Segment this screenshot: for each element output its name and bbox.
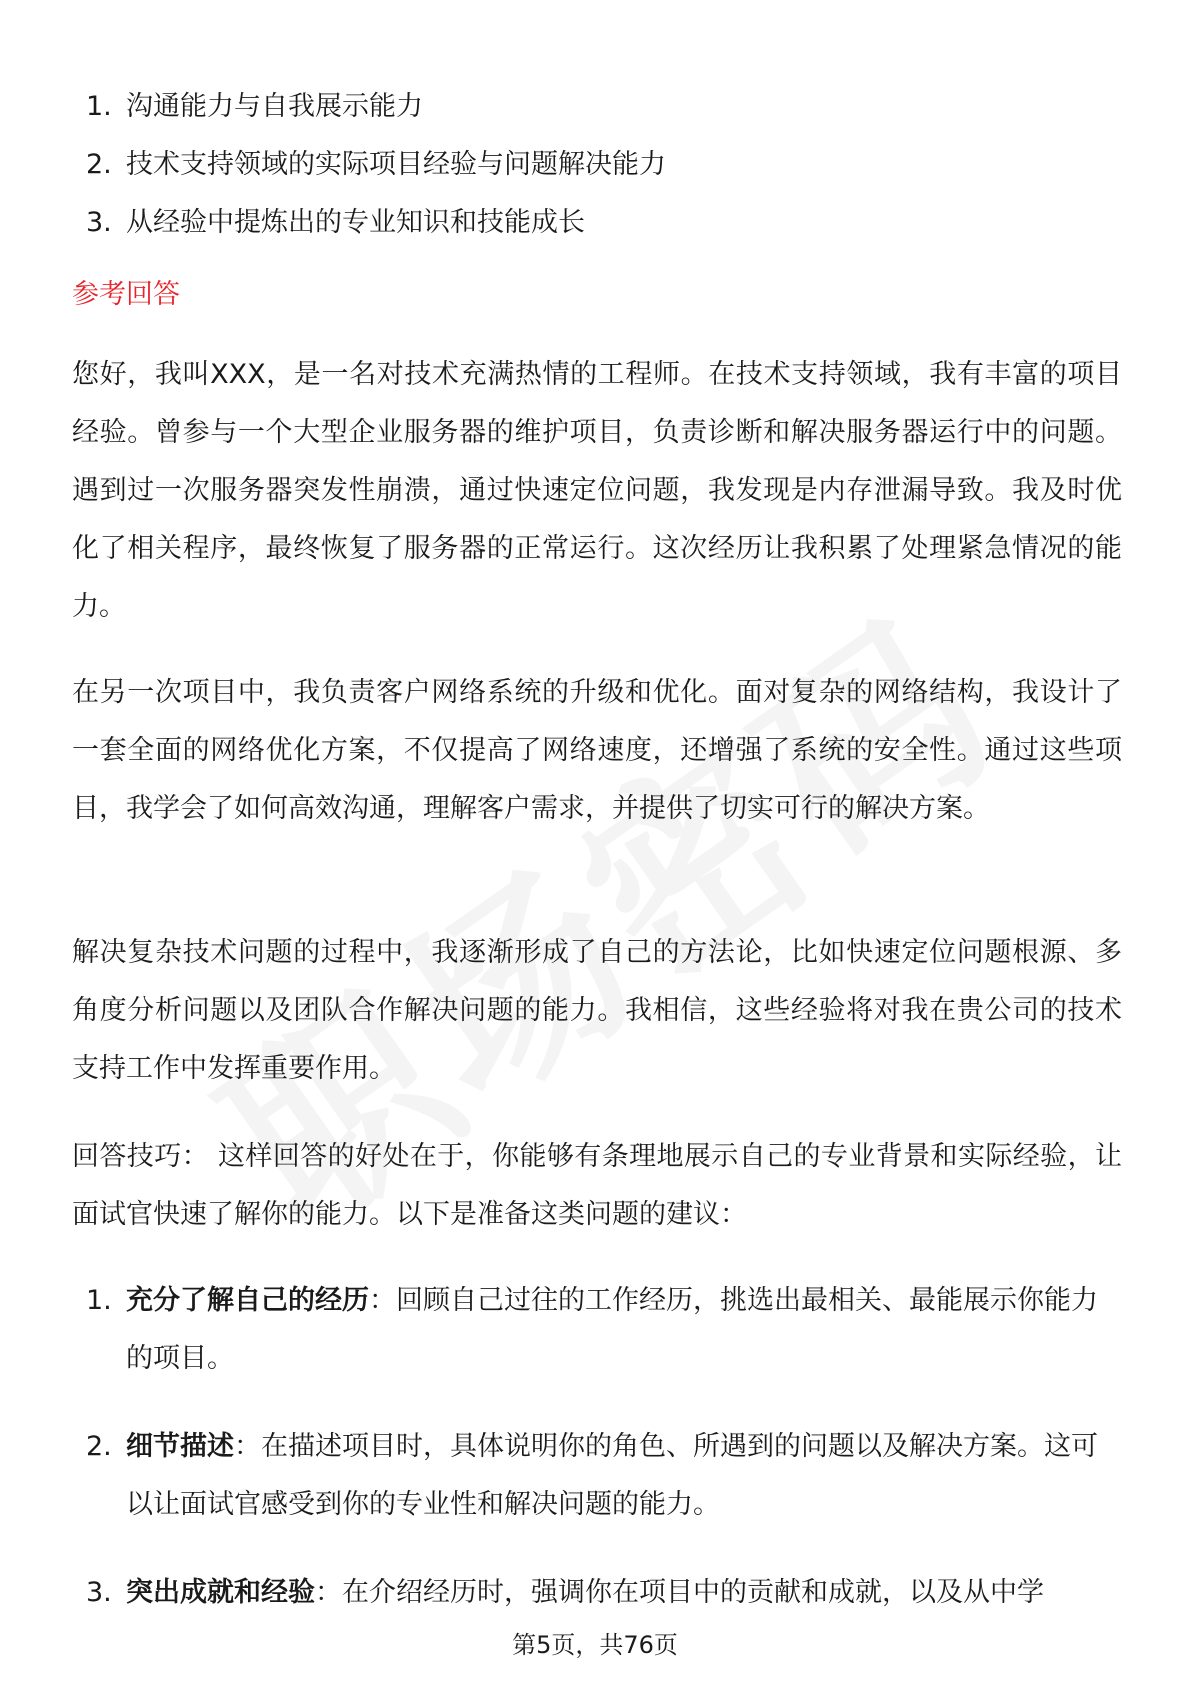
list-number: 2. bbox=[86, 1431, 112, 1462]
tip-text: 在介绍经历时，强调你在项目中的贡献和成就，以及从中学 bbox=[342, 1577, 1044, 1608]
list-number: 2. bbox=[86, 149, 112, 180]
list-item bbox=[72, 1418, 1122, 1534]
list-text: 技术支持领域的实际项目经验与问题解决能力 bbox=[126, 149, 666, 180]
list-item bbox=[72, 136, 1122, 194]
list-text: 沟通能力与自我展示能力 bbox=[126, 91, 423, 122]
list-text: 从经验中提炼出的专业知识和技能成长 bbox=[126, 207, 585, 238]
answer-paragraph: 解决复杂技术问题的过程中，我逐渐形成了自己的方法论，比如快速定位问题根源、多角度分析问题以及团队合作解决问题的能力。我相信，这些经验将对我在贵公司的技术支持工作中发挥重要作用。 bbox=[72, 937, 1122, 1084]
list-number: 3. bbox=[86, 207, 112, 238]
tip-title: 突出成就和经验 bbox=[126, 1577, 315, 1608]
page-footer: 第5页，共76页 bbox=[512, 1631, 678, 1659]
answer-paragraph: 在另一次项目中，我负责客户网络系统的升级和优化。面对复杂的网络结构，我设计了一套全面的网络优化方案，不仅提高了网络速度，还增强了系统的安全性。通过这些项目，我学会了如何高效沟通，理解客户需求，并提供了切实可行的解决方案。 bbox=[72, 677, 1122, 824]
tip-text: 回顾自己过往的工作经历，挑选出最相关、最能展示你能力的项目。 bbox=[126, 1285, 1098, 1374]
tip-separator: ： bbox=[234, 1431, 261, 1462]
list-item bbox=[72, 1564, 1122, 1622]
list-item bbox=[72, 1272, 1122, 1388]
tip-text: 在描述项目时，具体说明你的角色、所遇到的问题以及解决方案。这可以让面试官感受到你的专业性和解决问题的能力。 bbox=[126, 1431, 1098, 1520]
list-item bbox=[72, 78, 1122, 136]
tip-separator: ： bbox=[315, 1577, 342, 1608]
tip-title: 充分了解自己的经历 bbox=[126, 1285, 369, 1316]
tip-separator: ： bbox=[369, 1285, 396, 1316]
tips-paragraph: 回答技巧： 这样回答的好处在于，你能够有条理地展示自己的专业背景和实际经验，让面试官快速了解你的能力。以下是准备这类问题的建议： bbox=[72, 1141, 1122, 1230]
list-number: 1. bbox=[86, 91, 112, 122]
section-heading: 参考回答 bbox=[72, 279, 180, 310]
list-number: 3. bbox=[86, 1577, 112, 1608]
intro-list bbox=[72, 78, 1122, 252]
answer-paragraph: 您好，我叫XXX，是一名对技术充满热情的工程师。在技术支持领域，我有丰富的项目经验。曾参与一个大型企业服务器的维护项目，负责诊断和解决服务器运行中的问题。遇到过一次服务器突发性崩溃，通过快速定位问题，我发现是内存泄漏导致。我及时优化了相关程序，最终恢复了服务器的正常运行。这次经历让我积累了处理紧急情况的能力。 bbox=[72, 359, 1122, 622]
list-item bbox=[72, 194, 1122, 252]
list-number: 1. bbox=[86, 1285, 112, 1316]
tip-title: 细节描述 bbox=[126, 1431, 234, 1462]
tips-list bbox=[72, 1272, 1122, 1652]
